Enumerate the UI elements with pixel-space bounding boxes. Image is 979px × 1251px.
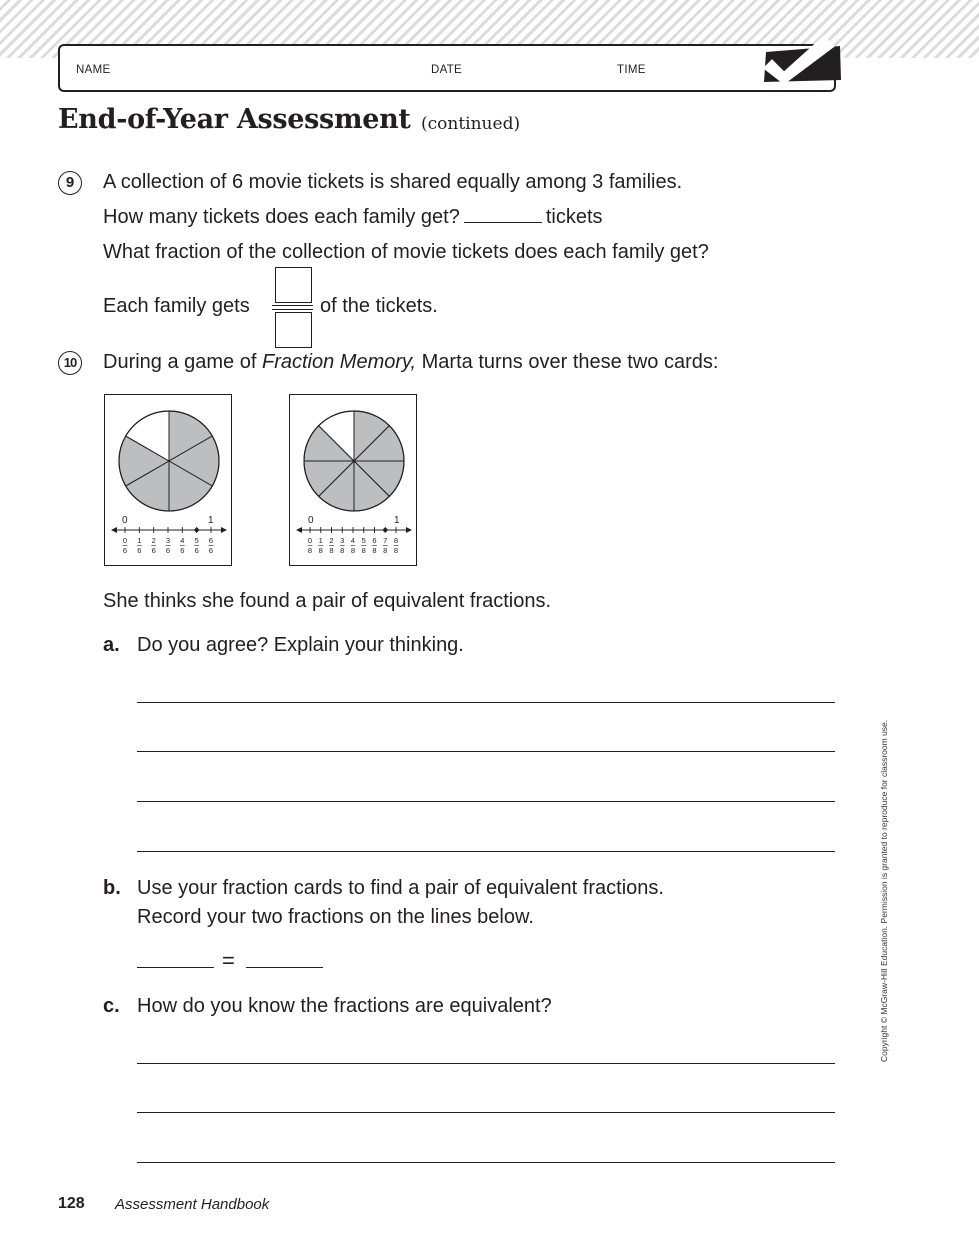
answer-line[interactable] (137, 1063, 835, 1064)
first-fraction-blank[interactable] (137, 967, 214, 968)
circle-sixths (119, 411, 219, 511)
sixths-point-marker (194, 528, 198, 532)
part-b-line-2: Record your two fractions on the lines below. (137, 906, 534, 928)
eighths-tick-denominator: 8 (361, 546, 366, 555)
second-fraction-blank[interactable] (246, 967, 323, 968)
answer-line[interactable] (137, 851, 835, 852)
circle-eighths (304, 411, 404, 511)
eighths-tick-numerator: 1 (318, 536, 323, 545)
eighths-tick-numerator: 5 (361, 536, 366, 545)
eighths-tick-numerator: 0 (307, 536, 313, 545)
page-number: 128 (58, 1195, 85, 1212)
q10-intro-text: During a game of (103, 351, 262, 373)
card-sixths-one-label: 1 (208, 515, 214, 526)
fraction-card-eighths (289, 394, 417, 566)
eighths-tick-numerator: 8 (393, 536, 399, 545)
answer-line[interactable] (137, 801, 835, 802)
tickets-answer-blank[interactable] (464, 221, 542, 223)
q10-statement: She thinks she found a pair of equivalent fractions. (103, 590, 552, 612)
fraction-denominator-box[interactable] (275, 312, 312, 348)
card-sixths-graphic (105, 395, 231, 565)
q10-game-name: Fraction Memory, (261, 351, 417, 373)
answer-line[interactable] (137, 1162, 835, 1163)
answer-line[interactable] (137, 1112, 835, 1113)
eighths-tick-numerator: 3 (340, 536, 345, 545)
eighths-tick-denominator: 8 (393, 546, 399, 555)
date-label: DATE (431, 64, 463, 76)
eighths-tick-denominator: 8 (340, 546, 345, 555)
card-eighths-one-label: 1 (394, 515, 400, 526)
eighths-tick-denominator: 8 (372, 546, 377, 555)
q9-line-4-pre: Each family gets (103, 295, 250, 317)
q9-line-2-question: How many tickets does each family get? (103, 206, 460, 228)
page-title: End-of-Year Assessment (58, 104, 411, 135)
time-label: TIME (617, 64, 646, 76)
card-sixths-zero-label: 0 (122, 515, 128, 526)
sixths-tick-numerator: 1 (137, 536, 142, 545)
fraction-numerator-box[interactable] (275, 267, 312, 303)
checkmark-icon (760, 32, 844, 86)
eighths-tick-denominator: 8 (329, 546, 334, 555)
eighths-tick-denominator: 8 (318, 546, 323, 555)
answer-line[interactable] (137, 751, 835, 752)
eighths-tick-numerator: 2 (329, 536, 334, 545)
number-line-eighths (296, 527, 412, 555)
q9-line-2-unit: tickets (545, 206, 603, 228)
part-b-line-1: Use your fraction cards to find a pair of equivalent fractions. (137, 877, 664, 899)
card-eighths-graphic (290, 395, 416, 565)
part-c-question: How do you know the fractions are equivalent? (137, 995, 552, 1017)
number-line-sixths (111, 527, 227, 555)
name-date-time-bar (58, 44, 836, 92)
sixths-tick-numerator: 4 (180, 536, 185, 545)
name-label: NAME (76, 64, 111, 76)
eighths-point-marker (383, 528, 387, 532)
fraction-card-sixths (104, 394, 232, 566)
question-9-number: 9 (58, 171, 82, 195)
sixths-tick-denominator: 6 (208, 546, 214, 555)
fraction-bar (272, 305, 313, 310)
eighths-tick-numerator: 4 (350, 536, 356, 545)
book-title: Assessment Handbook (115, 1196, 270, 1213)
eighths-tick-denominator: 8 (383, 546, 388, 555)
part-a-label: a. (103, 634, 120, 656)
q9-line-1: A collection of 6 movie tickets is shared equally among 3 families. (103, 171, 683, 193)
answer-line[interactable] (137, 702, 835, 703)
q10-intro-text-end: Marta turns over these two cards: (416, 351, 719, 373)
sixths-tick-denominator: 6 (180, 546, 185, 555)
q9-line-2 (103, 206, 603, 229)
q10-intro (103, 351, 718, 374)
sixths-tick-denominator: 6 (122, 546, 128, 555)
part-c-label: c. (103, 995, 120, 1017)
question-10-number: 10 (58, 351, 82, 375)
card-eighths-zero-label: 0 (308, 515, 314, 526)
sixths-tick-denominator: 6 (151, 546, 156, 555)
eighths-tick-denominator: 8 (307, 546, 313, 555)
sixths-tick-denominator: 6 (137, 546, 142, 555)
q9-line-4-post: of the tickets. (320, 295, 438, 317)
sixths-tick-numerator: 6 (208, 536, 214, 545)
copyright-notice: Copyright © McGraw-Hill Education. Permission is granted to reproduce for classroom use. (879, 719, 889, 1062)
eighths-tick-numerator: 7 (383, 536, 388, 545)
sixths-tick-numerator: 2 (151, 536, 156, 545)
equals-sign: = (222, 948, 235, 973)
page-subtitle: (continued) (421, 114, 521, 134)
eighths-tick-denominator: 8 (350, 546, 356, 555)
eighths-tick-numerator: 6 (372, 536, 377, 545)
q9-line-3: What fraction of the collection of movie tickets does each family get? (103, 241, 709, 263)
sixths-tick-denominator: 6 (165, 546, 171, 555)
sixths-tick-numerator: 0 (122, 536, 128, 545)
sixths-tick-denominator: 6 (194, 546, 199, 555)
sixths-tick-numerator: 5 (194, 536, 199, 545)
sixths-tick-numerator: 3 (165, 536, 171, 545)
part-a-question: Do you agree? Explain your thinking. (137, 634, 464, 656)
part-b-label: b. (103, 877, 121, 899)
